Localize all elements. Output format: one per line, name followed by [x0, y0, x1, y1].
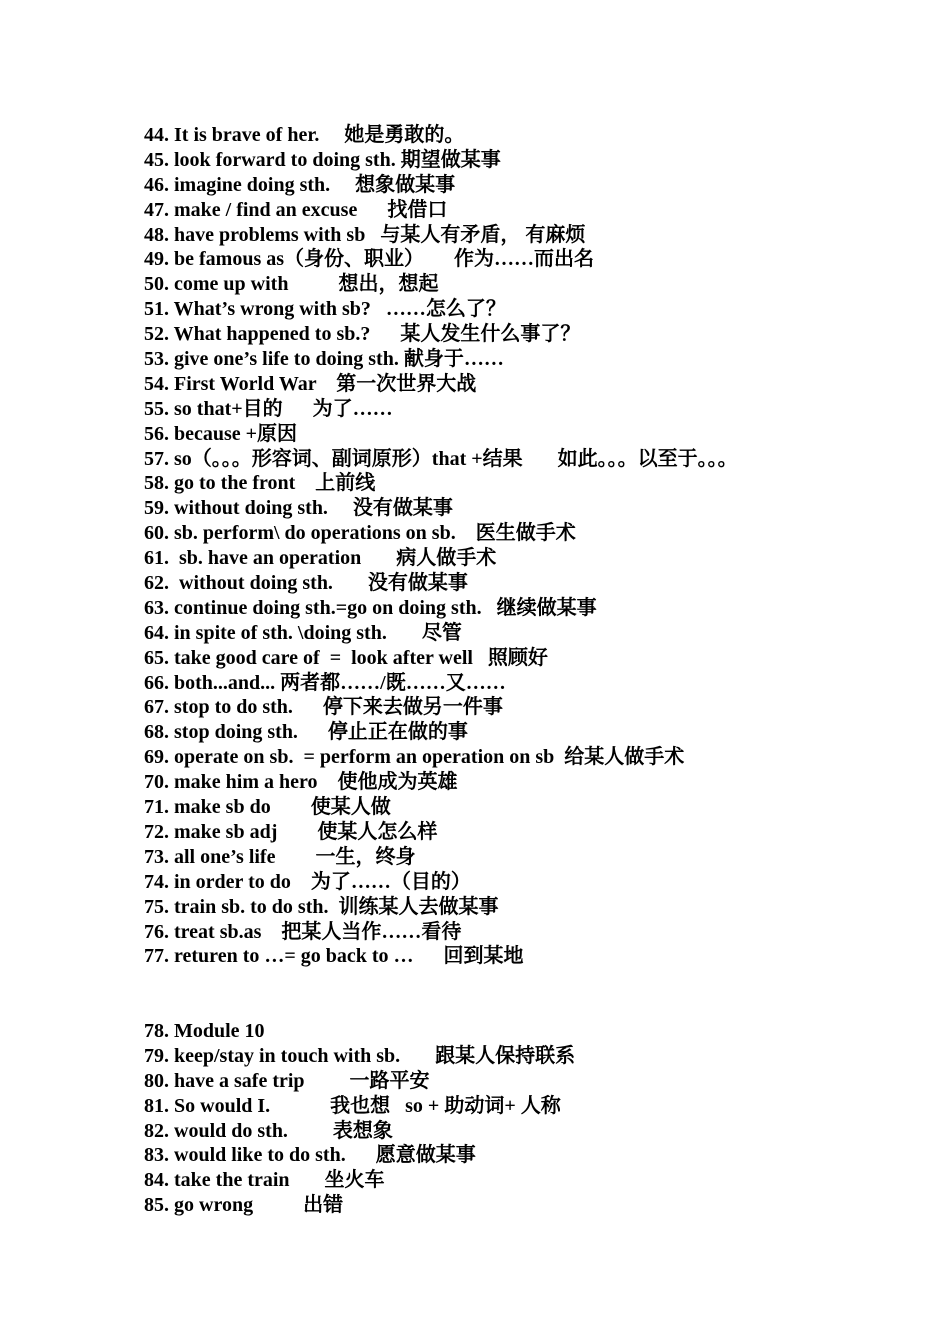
- phrase-line: 59. without doing sth. 没有做某事: [144, 497, 453, 520]
- phrase-line: 45. look forward to doing sth. 期望做某事: [144, 148, 501, 171]
- phrase-line: 73. all one’s life 一生，终身: [144, 845, 416, 868]
- phrase-line: 83. would like to do sth. 愿意做某事: [144, 1144, 476, 1167]
- phrase-line: 47. make / find an excuse 找借口: [144, 198, 448, 221]
- phrase-line: 49. be famous as（身份、职业） 作为……而出名: [144, 248, 595, 271]
- phrase-line: 65. take good care of = look after well 照顾好: [144, 646, 548, 669]
- phrase-line: 51. What’s wrong with sb? ……怎么了？: [144, 298, 506, 321]
- phrase-line: 56. because +原因: [144, 422, 298, 445]
- phrase-line: 54. First World War 第一次世界大战: [144, 372, 477, 395]
- phrase-list-section-2: [144, 1019, 924, 1218]
- phrase-line: 53. give one’s life to doing sth. 献身于……: [144, 348, 504, 371]
- phrase-line: 69. operate on sb. = perform an operation on sb 给某人做手术: [144, 746, 685, 769]
- phrase-line: 50. come up with 想出，想起: [144, 273, 439, 296]
- phrase-line: 81. So would I. 我也想 so + 助动词+ 人称: [144, 1094, 561, 1117]
- phrase-line: 66. both...and... 两者都……/既……又……: [144, 671, 506, 694]
- phrase-line: 85. go wrong 出错: [144, 1194, 344, 1217]
- phrase-line: 74. in order to do 为了……（目的）: [144, 870, 471, 893]
- phrase-line: 82. would do sth. 表想象: [144, 1119, 393, 1142]
- phrase-line: 61. sb. have an operation 病人做手术: [144, 547, 497, 570]
- phrase-line: 46. imagine doing sth. 想象做某事: [144, 173, 456, 196]
- phrase-line: 58. go to the front 上前线: [144, 472, 376, 495]
- phrase-line: 63. continue doing sth.=go on doing sth. 继续做某事: [144, 596, 597, 619]
- phrase-line: 70. make him a hero 使他成为英雄: [144, 771, 458, 794]
- phrase-line: 84. take the train 坐火车: [144, 1169, 385, 1192]
- phrase-line: 77. returen to …= go back to … 回到某地: [144, 945, 524, 968]
- phrase-line: 52. What happened to sb.? 某人发生什么事了？: [144, 323, 581, 346]
- module-heading: 78. Module 10: [144, 1020, 265, 1042]
- phrase-line: 48. have problems with sb 与某人有矛盾， 有麻烦: [144, 223, 586, 246]
- phrase-line: 64. in spite of sth. \doing sth. 尽管: [144, 621, 462, 644]
- phrase-line: 79. keep/stay in touch with sb. 跟某人保持联系: [144, 1044, 576, 1067]
- phrase-line: 44. It is brave of her. 她是勇敢的。: [144, 124, 465, 146]
- phrase-line: 62. without doing sth. 没有做某事: [144, 572, 468, 595]
- phrase-line: 68. stop doing sth. 停止正在做的事: [144, 721, 468, 744]
- phrase-line: 80. have a safe trip 一路平安: [144, 1069, 430, 1092]
- phrase-line: 55. so that+目的 为了……: [144, 397, 393, 420]
- phrase-line: 67. stop to do sth. 停下来去做另一件事: [144, 696, 503, 719]
- phrase-line: 71. make sb do 使某人做: [144, 796, 391, 819]
- phrase-line: 75. train sb. to do sth. 训练某人去做某事: [144, 895, 499, 918]
- phrase-line: 76. treat sb.as 把某人当作……看待: [144, 920, 462, 943]
- phrase-line: 57. so（。。。形容词、副词原形）that +结果 如此。。。以至于。。。: [144, 447, 738, 470]
- phrase-list-section-1: [144, 123, 924, 969]
- phrase-line: 60. sb. perform\ do operations on sb. 医生做手术: [144, 522, 576, 545]
- phrase-line: 72. make sb adj 使某人怎么样: [144, 820, 438, 843]
